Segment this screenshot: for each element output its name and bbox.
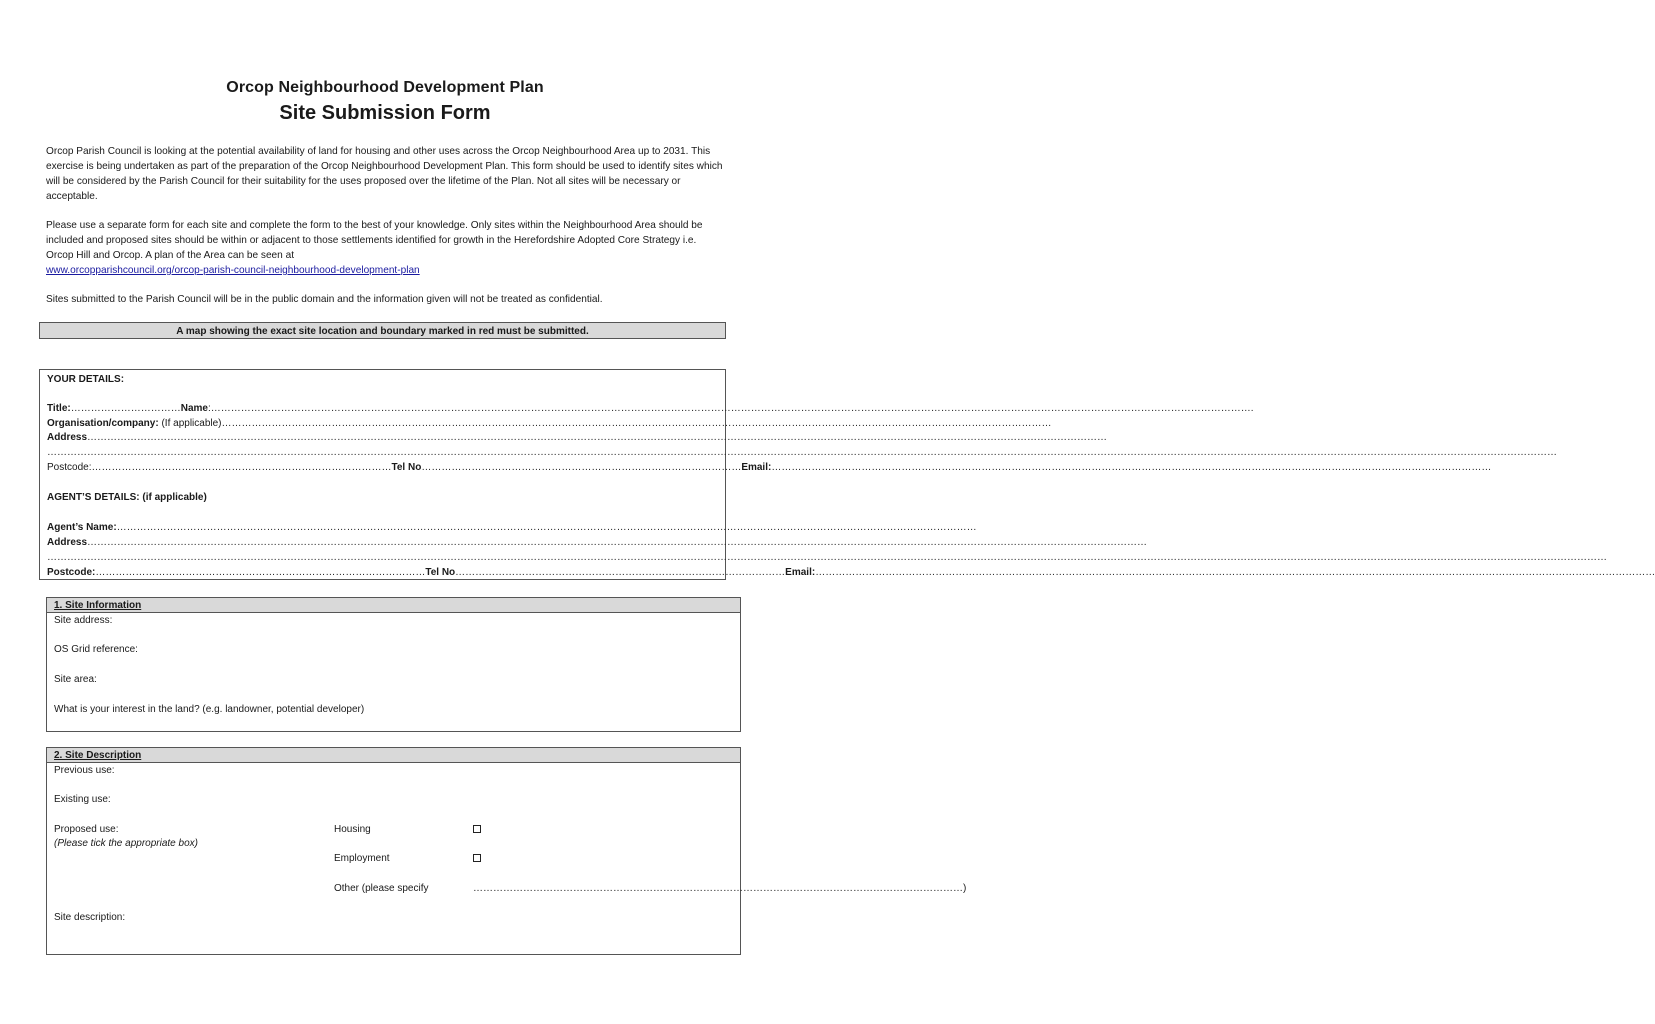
title-label: Title: — [47, 403, 71, 414]
housing-checkbox[interactable] — [473, 825, 481, 833]
document-subtitle: Orcop Neighbourhood Development Plan — [226, 79, 544, 96]
option-employment-label: Employment — [334, 853, 390, 864]
address-field[interactable]: ……………………………………………………………………………………………………………………………………………………………………………………………………………………………………………………………………………… — [87, 432, 1108, 443]
option-other-label: Other (please specify — [334, 883, 429, 894]
tel-label: Tel No — [391, 462, 422, 473]
email-field[interactable]: ……………………………………………………………………………………………………………………………………………………………………………………………… — [771, 462, 1492, 473]
contact-row — [47, 461, 1491, 475]
agent-postcode-label: Postcode: — [47, 567, 96, 578]
organisation-row — [47, 417, 1052, 431]
postcode-label: Postcode: — [47, 462, 92, 473]
agent-contact-row — [47, 566, 1655, 580]
address-field-line-2[interactable]: ………………………………………………………………………………………………………………………………………………………………………………………………………………………………………………………………………………………………………………………………………………………………………………………………………………… — [47, 447, 1557, 458]
intro-paragraph-2 — [46, 218, 726, 278]
agent-details-heading: AGENT’S DETAILS: (if applicable) — [47, 492, 207, 503]
agent-address-field[interactable]: ………………………………………………………………………………………………………………………………………………………………………………………………………………………………………………………………………………………… — [87, 537, 1148, 548]
tick-hint: (Please tick the appropriate box) — [54, 838, 198, 849]
title-field[interactable]: …………………………… — [70, 403, 181, 414]
organisation-field[interactable]: …………………………………………………………………………………………………………………………………………………………………………………………………………………………… — [221, 418, 1052, 429]
site-information-section — [46, 597, 741, 732]
agent-address-field-line-2[interactable]: ……………………………………………………………………………………………………………………………………………………………………………………………………………………………………………………………………………………………………………………………………………………………………………………………………………………………… — [47, 552, 1607, 563]
postcode-field[interactable]: ……………………………………………………………………………… — [91, 462, 392, 473]
agent-name-row — [47, 521, 977, 535]
agent-address-row — [47, 536, 1147, 550]
agent-email-label: Email: — [785, 567, 816, 578]
agent-tel-field[interactable]: ……………………………………………………………………………………… — [455, 567, 786, 578]
email-label: Email: — [741, 462, 772, 473]
previous-use-label: Previous use: — [54, 765, 115, 776]
os-grid-label: OS Grid reference: — [54, 644, 138, 655]
site-description-section — [46, 747, 967, 955]
title-name-row — [47, 402, 1254, 416]
site-description-label: Site description: — [54, 912, 126, 923]
employment-checkbox[interactable] — [473, 854, 481, 862]
site-address-label: Site address: — [54, 615, 113, 626]
name-field[interactable]: :……………………………………………………………………………………………………………………………………………………………………………………………………………………………………………………………………………………. — [207, 403, 1254, 414]
intro-paragraph-2-text: Please use a separate form for each site and complete the form to the best of your knowledge. Only sites within the Neighbourhood Area should be included and proposed sites should be within or adjacent to those settlements identified for growth in the Herefordshire Adopted Core Strategy i.e. Orcop Hill and Orcop. A plan of the Area can be seen at — [46, 220, 703, 261]
your-details-heading: YOUR DETAILS: — [47, 374, 125, 385]
organisation-label: Organisation/company: — [47, 418, 159, 429]
site-description-heading — [47, 748, 740, 763]
intro-paragraph-3: Sites submitted to the Parish Council will be in the public domain and the information given will not be treated as confidential. — [46, 294, 603, 305]
existing-use-label: Existing use: — [54, 794, 111, 805]
agent-name-label: Agent’s Name: — [47, 522, 117, 533]
agent-postcode-field[interactable]: ……………………………………………………………………………………… — [95, 567, 426, 578]
plan-link[interactable]: www.orcopparishcouncil.org/orcop-parish-council-neighbourhood-development-plan — [46, 265, 420, 276]
document-title: Site Submission Form — [279, 102, 491, 124]
site-description-heading-text: 2. Site Description — [54, 750, 142, 761]
agent-email-field[interactable]: ……………………………………………………………………………………………………………………………………………………………………………………………………………………………… — [815, 567, 1655, 578]
tel-field[interactable]: …………………………………………………………………………………… — [421, 462, 742, 473]
proposed-use-label: Proposed use: — [54, 824, 119, 835]
agent-tel-label: Tel No — [425, 567, 456, 578]
site-information-heading-text: 1. Site Information — [54, 600, 142, 611]
option-housing-label: Housing — [334, 824, 371, 835]
agent-address-label: Address — [47, 537, 88, 548]
map-requirement-banner: A map showing the exact site location and boundary marked in red must be submitted. — [39, 322, 726, 339]
organisation-hint: (If applicable) — [158, 418, 222, 429]
site-information-heading — [47, 598, 740, 613]
address-row — [47, 431, 1107, 445]
agent-name-field[interactable]: …………………………………………………………………………………………………………………………………………………………………………………………………………………………………… — [116, 522, 977, 533]
other-specify-field[interactable]: …………………………………………………………………………………………………………………………………) — [473, 883, 967, 894]
intro-paragraph-1: Orcop Parish Council is looking at the potential availability of land for housing and other uses across the Orcop Neighbourhood Area up to 2031. This exercise is being undertaken as part of the preparation of the Orcop Neighbourhood Development Plan. This form should be used to identify sites which will be considered by the Parish Council for their suitability for the uses proposed over the lifetime of the Plan. Not all sites will be necessary or acceptable. — [46, 146, 723, 202]
interest-label: What is your interest in the land? (e.g. landowner, potential developer) — [54, 704, 365, 715]
name-label: Name — [180, 403, 208, 414]
site-area-label: Site area: — [54, 674, 97, 685]
address-label: Address — [47, 432, 88, 443]
